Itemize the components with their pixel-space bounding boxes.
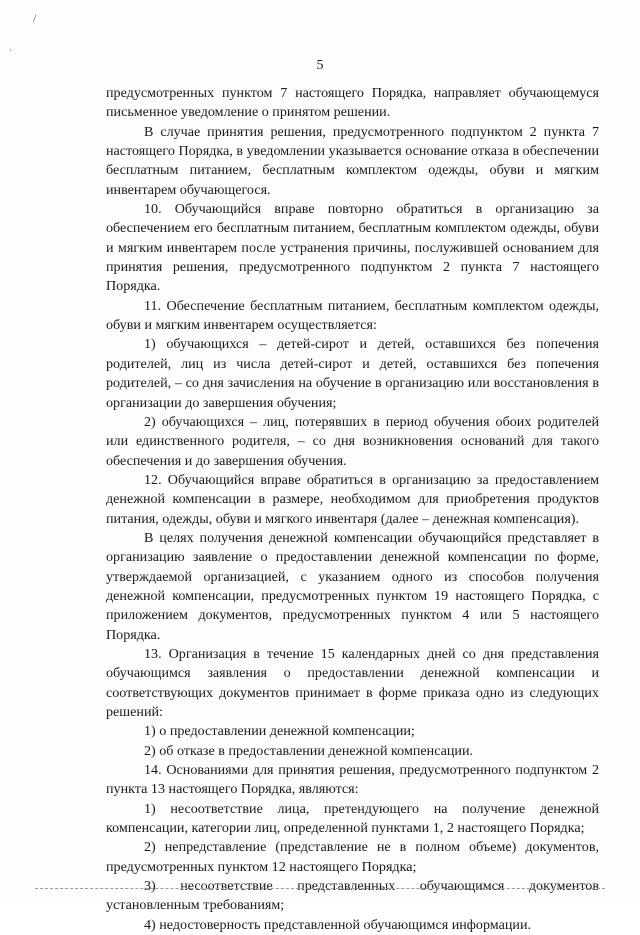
paragraph: 2) непредставление (представление не в полном объеме) документов, предусмотренных пунктом 12 настоящего Порядка; (106, 839, 599, 875)
paragraph: 10. Обучающийся вправе повторно обратиться в организацию за обеспечением его бесплатным питанием, бесплатным комплектом одежды, обуви и мягким инвентарем после устранения причины, послужившей основанием для принятия решения, предусмотренного подпунктом 2 пункта 7 настоящего Порядка. (106, 201, 599, 295)
scan-edge-line (35, 888, 605, 889)
paragraph: 1) несоответствие лица, претендующего на получение денежной компенсации, категории лиц, определенной пунктами 1, 2 настоящего Порядка; (106, 800, 599, 837)
paragraph: 2) обучающихся – лиц, потерявших в период обучения обоих родителей или единственного родителя, – со дня возникновения оснований для такого обеспечения и до завершения обучения. (106, 413, 599, 469)
paragraph: 2) об отказе в предоставлении денежной компенсации. (144, 742, 474, 759)
paragraph: В случае принятия решения, предусмотренного подпунктом 2 пункта 7 настоящего Порядка, в уведомлении указывается основание отказа в обеспечении бесплатным питанием, бесплатным комплектом одежды, обуви и мягким инвентарем обучающегося. (106, 123, 599, 198)
paragraph: 4) недостоверность представленной обучающимся информации. (144, 916, 532, 933)
page-number: 5 (316, 58, 324, 73)
document-body (106, 84, 599, 935)
paragraph: 12. Обучающийся вправе обратиться в организацию за предоставлением денежной компенсации в размере, необходимом для приобретения продуктов питания, одежды, обуви и мягкого инвентаря (далее – денежная компенсация). (106, 471, 599, 527)
paragraph: 13. Организация в течение 15 календарных дней со дня представления обучающимся заявления о предоставлении денежной компенсации и соответствующих документов принимает в форме приказа одно из следующих решений: (106, 645, 599, 720)
paragraph: предусмотренных пунктом 7 настоящего Порядка, направляет обучающемуся письменное уведомление о принятом решении. (106, 85, 599, 121)
paragraph: В целях получения денежной компенсации обучающийся представляет в организацию заявление о предоставлении денежной компенсации по форме, утверждаемой организацией, с указанием одного из способов получения денежной компенсации, предусмотренных пунктом 19 настоящего Порядка, с приложением документов, предусмотренных пунктом 4 или 5 настоящего Порядка. (106, 529, 599, 643)
paragraph: 14. Основаниями для принятия решения, предусмотренного подпунктом 2 пункта 13 настоящего Порядка, являются: (106, 762, 599, 798)
scan-artifact-mark: / (33, 11, 37, 25)
paragraph: 11. Обеспечение бесплатным питанием, бесплатным комплектом одежды, обуви и мягким инвентарем осуществляется: (106, 297, 599, 334)
paragraph: 1) обучающихся – детей-сирот и детей, оставшихся без попечения родителей, лиц из числа детей-сирот и детей, оставшихся без попечения родителей, – со дня зачисления на обучение в организацию или восстановления в организации до завершения обучения; (106, 336, 599, 411)
paragraph: 1) о предоставлении денежной компенсации; (144, 723, 415, 740)
scan-artifact-dot: · (9, 45, 12, 55)
paragraph: 3) несоответствие представленных обучающимся документов установленным требованиям; (106, 878, 599, 914)
